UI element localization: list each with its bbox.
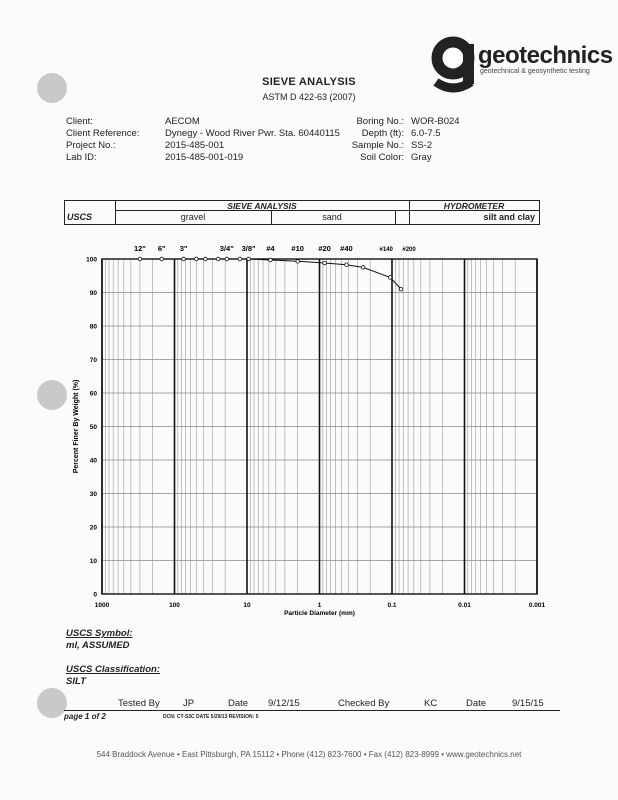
gravel-label: gravel	[180, 212, 206, 222]
y-tick-label: 80	[89, 323, 97, 331]
boring-number-value: WOR-B024	[411, 116, 460, 127]
data-point	[216, 257, 220, 261]
project-number-label: Project No.:	[66, 140, 116, 151]
checked-by-label: Checked By	[338, 698, 390, 709]
signoff-divider	[64, 710, 560, 711]
page-number: page 1 of 2	[64, 712, 106, 721]
y-tick-label: 0	[93, 591, 97, 599]
series-line	[140, 259, 401, 289]
data-point	[225, 257, 229, 261]
sieve-size-label: #10	[291, 244, 304, 253]
tested-by-value: JP	[183, 698, 195, 709]
data-point	[345, 263, 349, 267]
x-tick-label: 1	[317, 602, 322, 609]
checked-by-value: KC	[424, 698, 438, 709]
soil-color-label: Soil Color:	[360, 152, 404, 163]
y-tick-label: 60	[89, 390, 97, 398]
sieve-size-label: 3/4"	[219, 244, 234, 253]
logo-tagline: geotechnical & geosynthetic testing	[480, 68, 590, 75]
sieve-size-label: #4	[266, 244, 275, 253]
data-point	[399, 287, 403, 291]
uscs-symbol-value: ml, ASSUMED	[66, 640, 130, 651]
company-footer: 544 Braddock Avenue • East Pittsburgh, PA 15112 • Phone (412) 823-7600 • Fax (412) 823-8999 • www.geotechnics.net	[96, 750, 522, 759]
date-value-2: 9/15/15	[512, 698, 544, 709]
lab-id-value: 2015-485-001-019	[165, 152, 244, 163]
y-tick-label: 50	[89, 424, 97, 431]
sieve-analysis-header: SIEVE ANALYSIS	[227, 201, 297, 211]
depth-value: 6.0-7.5	[411, 128, 441, 139]
y-axis-label: Percent Finer By Weight (%)	[73, 379, 80, 474]
uscs-label: USCS	[67, 212, 93, 222]
sieve-size-label: 3"	[179, 244, 188, 253]
x-tick-label: 0.01	[458, 602, 471, 609]
x-tick-label: 1000	[94, 602, 110, 609]
date-value-1: 9/12/15	[268, 698, 300, 709]
hydrometer-header: HYDROMETER	[443, 201, 505, 211]
x-tick-label: 10	[243, 602, 251, 609]
sieve-size-label: #200	[402, 247, 416, 253]
data-point	[204, 257, 208, 261]
x-axis-label: Particle Diameter (mm)	[284, 610, 355, 617]
y-tick-label: 40	[89, 457, 97, 465]
date-label-1: Date	[228, 698, 249, 709]
page-title: SIEVE ANALYSIS	[262, 76, 356, 88]
y-tick-label: 90	[89, 290, 97, 297]
soil-color-value: Gray	[411, 152, 432, 163]
data-point	[238, 257, 242, 261]
client-value: AECOM	[165, 116, 200, 127]
sieve-size-label: #20	[318, 244, 331, 253]
uscs-classification-label: USCS Classification:	[66, 664, 160, 675]
sample-number-label: Sample No.:	[351, 140, 404, 151]
logo-wordmark: geotechnics	[478, 42, 613, 69]
data-point	[388, 276, 392, 280]
data-point	[296, 260, 300, 264]
y-tick-label: 100	[86, 256, 97, 264]
sieve-size-label: #140	[379, 247, 393, 253]
lab-id-label: Lab ID:	[66, 152, 97, 163]
data-point	[247, 257, 251, 261]
project-number-value: 2015-485-001	[165, 140, 225, 151]
y-tick-label: 20	[89, 524, 97, 532]
x-tick-label: 0.001	[528, 602, 546, 609]
x-tick-label: 100	[169, 602, 180, 609]
client-reference-value: Dynegy - Wood River Pwr. Sta. 60440115	[165, 128, 340, 139]
boring-number-label: Boring No.:	[356, 116, 404, 127]
silt-and-clay-label: silt and clay	[483, 212, 535, 222]
tested-by-label: Tested By	[118, 698, 160, 709]
data-point	[160, 257, 164, 261]
data-point	[182, 257, 186, 261]
document-control-code: DCN: CT-S3C DATE 5/29/13 REVISION: 5	[163, 714, 259, 720]
data-point	[323, 261, 327, 265]
sieve-size-label: 12"	[133, 244, 146, 253]
y-tick-label: 30	[89, 491, 97, 498]
sample-number-value: SS-2	[411, 140, 433, 151]
y-tick-label: 70	[89, 357, 97, 364]
data-point	[195, 257, 199, 261]
depth-label: Depth (ft):	[361, 128, 404, 139]
data-point	[361, 266, 365, 270]
sieve-size-label: #40	[340, 244, 353, 253]
client-reference-label: Client Reference:	[66, 128, 140, 139]
y-tick-label: 10	[89, 558, 97, 565]
sand-label: sand	[322, 212, 342, 222]
uscs-symbol-label: USCS Symbol:	[66, 628, 133, 639]
client-label: Client:	[66, 116, 93, 127]
date-label-2: Date	[466, 698, 487, 709]
data-point	[138, 257, 142, 261]
sieve-size-label: 6"	[157, 244, 166, 253]
x-tick-label: 0.1	[387, 602, 397, 609]
sieve-size-label: 3/8"	[241, 244, 256, 253]
uscs-classification-value: SILT	[66, 676, 86, 687]
data-point	[269, 258, 273, 262]
test-standard: ASTM D 422-63 (2007)	[262, 92, 356, 102]
